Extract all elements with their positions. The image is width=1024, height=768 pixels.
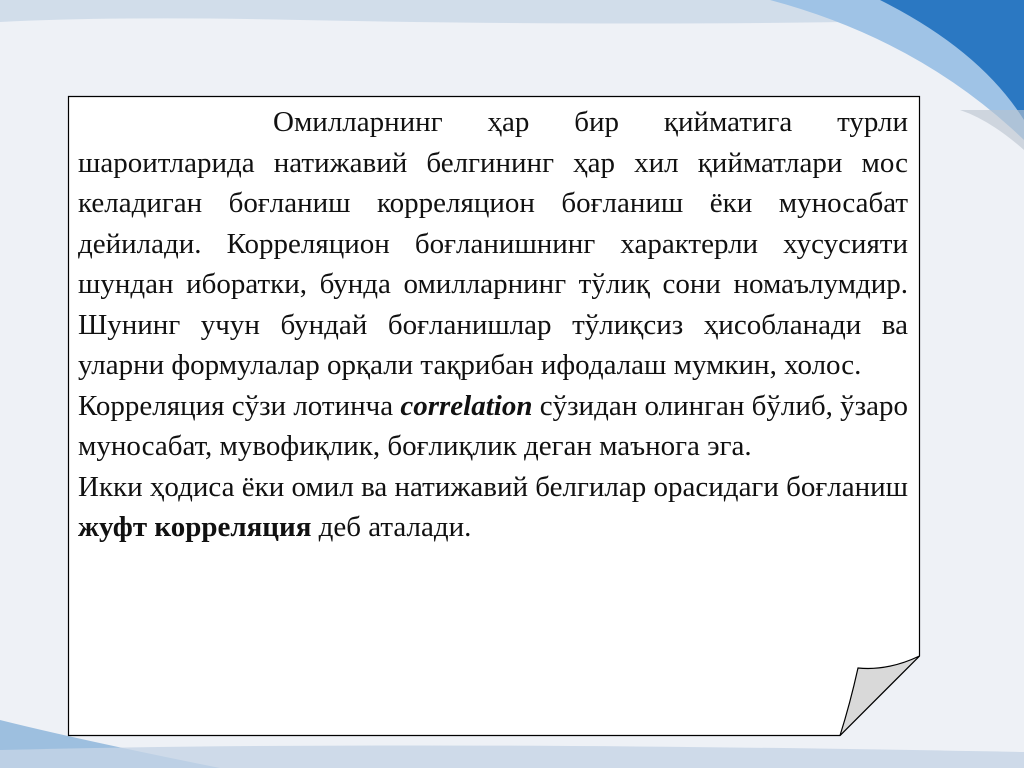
paragraph-3-before: Икки ҳодиса ёки омил ва натижавий белгилар орасидаги боғланиш — [78, 470, 908, 503]
paragraph-3-after: деб аталади. — [311, 511, 472, 543]
paragraph-2-before: Корреляция сўзи лотинча — [78, 389, 401, 422]
text-card — [68, 96, 920, 736]
paragraph-3 — [78, 467, 908, 548]
paragraph-1 — [78, 102, 908, 386]
term-pair-correlation: жуфт корреляция — [78, 511, 312, 543]
card-text — [78, 102, 908, 548]
paragraph-2 — [78, 386, 908, 467]
paragraph-1-text: Омилларнинг ҳар бир қийматига турли шароитларида натижавий белгининг ҳар хил қийматлари мос келадиган боғланиш корреляцион боғланиш ёки муносабат дейилади. Корреляцион боғланишнинг характерли хусусияти шундан иборатки, бунда омилларнинг тўлиқ сони номаълумдир. Шунинг учун бундай боғланишлар тўлиқсиз ҳисобланади ва уларни формулалар орқали тақрибан ифодалаш мумкин, холос. — [78, 106, 908, 381]
paragraph-2-after: сўзидан олинган бўлиб, ўзаро муносабат, мувофиқлик, боғлиқлик деган маънога эга. — [78, 389, 908, 462]
term-correlation: correlation — [400, 389, 533, 422]
